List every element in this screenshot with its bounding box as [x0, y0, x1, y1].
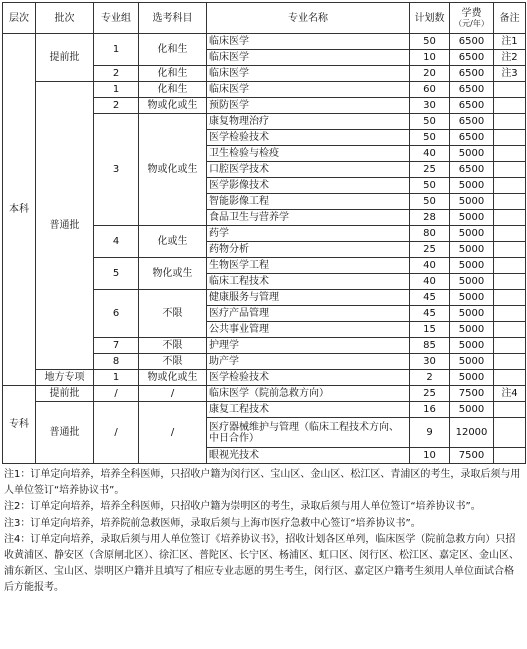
major-name: 临床医学: [207, 66, 410, 82]
note-ref: [494, 402, 526, 418]
tuition-fee: 6500: [450, 82, 494, 98]
group-6: 6: [94, 290, 139, 338]
group-4: 4: [94, 226, 139, 258]
subjects-group-1-difang: 物或化或生: [139, 370, 207, 386]
group-5: 5: [94, 258, 139, 290]
plan-count: 85: [410, 338, 450, 354]
group-7: 7: [94, 338, 139, 354]
batch-tiqian: 提前批: [36, 34, 94, 82]
subjects-group-5: 物化或生: [139, 258, 207, 290]
subjects-group-6: 不限: [139, 290, 207, 338]
subjects-slash: /: [139, 386, 207, 402]
tuition-fee: 5000: [450, 178, 494, 194]
footnote-2: 注2：订单定向培养，培养全科医师，只招收户籍为崇明区的考生，录取后须与用人单位签订“培养协议书”。: [4, 501, 481, 513]
tuition-fee: 5000: [450, 210, 494, 226]
tuition-fee: 6500: [450, 130, 494, 146]
tuition-fee: 5000: [450, 146, 494, 162]
group-3: 3: [94, 114, 139, 226]
major-name: 药学: [207, 226, 410, 242]
note-ref: [494, 258, 526, 274]
table-row: [3, 402, 526, 418]
batch-putong-benke: 普通批: [36, 82, 94, 370]
tuition-fee: 12000: [450, 418, 494, 448]
note-ref: [494, 130, 526, 146]
tuition-fee: 6500: [450, 34, 494, 50]
level-benke: 本科: [3, 34, 36, 386]
major-name: 预防医学: [207, 98, 410, 114]
note-ref: [494, 226, 526, 242]
note-ref: [494, 82, 526, 98]
note-ref: [494, 274, 526, 290]
major-name: 公共事业管理: [207, 322, 410, 338]
subjects-group-8: 不限: [139, 354, 207, 370]
major-name: 口腔医学技术: [207, 162, 410, 178]
subjects-group-3: 物或化或生: [139, 114, 207, 226]
header-fee-unit: （元/年）: [454, 19, 489, 28]
major-name: 临床医学: [207, 50, 410, 66]
group-2-tiqian: 2: [94, 66, 139, 82]
note-ref: [494, 114, 526, 130]
plan-count: 10: [410, 50, 450, 66]
note-ref: [494, 448, 526, 464]
table-row: [3, 34, 526, 50]
tuition-fee: 7500: [450, 448, 494, 464]
note-ref: [494, 210, 526, 226]
note-ref: [494, 338, 526, 354]
subjects-group-2-tiqian: 化和生: [139, 66, 207, 82]
footnote-3: 注3：订单定向培养，培养院前急救医师，录取后须与上海市医疗急救中心签订“培养协议书”。: [4, 517, 421, 529]
header-level: 层次: [3, 3, 36, 34]
major-name: 药物分析: [207, 242, 410, 258]
tuition-fee: 7500: [450, 386, 494, 402]
level-zhuanke: 专科: [3, 386, 36, 464]
note-ref: 注3: [494, 66, 526, 82]
major-name: 医疗产品管理: [207, 306, 410, 322]
note-ref: [494, 178, 526, 194]
header-subjects: 选考科目: [139, 3, 207, 34]
subjects-slash: /: [139, 402, 207, 464]
group-2-putong: 2: [94, 98, 139, 114]
note-ref: 注1: [494, 34, 526, 50]
tuition-fee: 6500: [450, 98, 494, 114]
plan-count: 16: [410, 402, 450, 418]
plan-count: 25: [410, 386, 450, 402]
plan-count: 45: [410, 290, 450, 306]
major-name: 眼视光技术: [207, 448, 410, 464]
group-slash: /: [94, 402, 139, 464]
subjects-group-7: 不限: [139, 338, 207, 354]
major-name: 康复物理治疗: [207, 114, 410, 130]
major-name: 临床医学（院前急救方向）: [207, 386, 410, 402]
note-ref: [494, 98, 526, 114]
tuition-fee: 5000: [450, 370, 494, 386]
note-ref: 注4: [494, 386, 526, 402]
major-name: 健康服务与管理: [207, 290, 410, 306]
plan-count: 30: [410, 354, 450, 370]
subjects-group-2-putong: 物或化或生: [139, 98, 207, 114]
header-plan: 计划数: [410, 3, 450, 34]
admission-plan-table: [2, 2, 526, 464]
subjects-group-1: 化和生: [139, 34, 207, 66]
tuition-fee: 5000: [450, 306, 494, 322]
major-name: 生物医学工程: [207, 258, 410, 274]
group-slash: /: [94, 386, 139, 402]
plan-count: 50: [410, 194, 450, 210]
note-ref: [494, 354, 526, 370]
footnotes: [2, 464, 525, 597]
header-group: 专业组: [94, 3, 139, 34]
header-batch: 批次: [36, 3, 94, 34]
plan-count: 50: [410, 114, 450, 130]
table-row: [3, 386, 526, 402]
major-name: 康复工程技术: [207, 402, 410, 418]
plan-count: 2: [410, 370, 450, 386]
tuition-fee: 5000: [450, 322, 494, 338]
tuition-fee: 5000: [450, 194, 494, 210]
major-name: 智能影像工程: [207, 194, 410, 210]
tuition-fee: 5000: [450, 274, 494, 290]
tuition-fee: 5000: [450, 242, 494, 258]
note-ref: [494, 146, 526, 162]
tuition-fee: 5000: [450, 290, 494, 306]
major-name: 临床医学: [207, 34, 410, 50]
table-row: [3, 370, 526, 386]
note-ref: [494, 290, 526, 306]
plan-count: 80: [410, 226, 450, 242]
tuition-fee: 5000: [450, 258, 494, 274]
note-ref: [494, 370, 526, 386]
table-row: [3, 82, 526, 98]
header-major: 专业名称: [207, 3, 410, 34]
header-note: 备注: [494, 3, 526, 34]
major-name: 临床医学: [207, 82, 410, 98]
plan-count: 45: [410, 306, 450, 322]
tuition-fee: 5000: [450, 402, 494, 418]
group-1: 1: [94, 34, 139, 66]
batch-difang: 地方专项: [36, 370, 94, 386]
plan-count: 40: [410, 146, 450, 162]
admission-plan-document: [2, 2, 525, 597]
note-ref: 注2: [494, 50, 526, 66]
note-ref: [494, 242, 526, 258]
tuition-fee: 5000: [450, 338, 494, 354]
plan-count: 20: [410, 66, 450, 82]
major-name: 护理学: [207, 338, 410, 354]
tuition-fee: 6500: [450, 50, 494, 66]
plan-count: 60: [410, 82, 450, 98]
major-name: 医学检验技术: [207, 370, 410, 386]
major-name: 医学检验技术: [207, 130, 410, 146]
table-header-row: [3, 3, 526, 34]
group-1-difang: 1: [94, 370, 139, 386]
header-fee: [450, 3, 494, 34]
major-name: 医学影像技术: [207, 178, 410, 194]
note-ref: [494, 322, 526, 338]
major-name: 医疗器械维护与管理（临床工程技术方向、中日合作）: [207, 418, 410, 448]
tuition-fee: 5000: [450, 226, 494, 242]
plan-count: 50: [410, 130, 450, 146]
note-ref: [494, 418, 526, 448]
major-name: 卫生检验与检疫: [207, 146, 410, 162]
plan-count: 9: [410, 418, 450, 448]
major-name: 食品卫生与营养学: [207, 210, 410, 226]
plan-count: 30: [410, 98, 450, 114]
plan-count: 25: [410, 242, 450, 258]
plan-count: 10: [410, 448, 450, 464]
note-ref: [494, 162, 526, 178]
note-ref: [494, 306, 526, 322]
footnote-1: 注1：订单定向培养，培养全科医师，只招收户籍为闵行区、宝山区、金山区、松江区、青浦区的考生，录取后须与用人单位签订“培养协议书”。: [4, 469, 521, 497]
batch-tiqian-zhuanke: 提前批: [36, 386, 94, 402]
group-8: 8: [94, 354, 139, 370]
subjects-group-4: 化或生: [139, 226, 207, 258]
plan-count: 40: [410, 258, 450, 274]
footnote-4: 注4：订单定向培养，录取后须与用人单位签订《培养协议书》，招收计划各区单列，临床医学（院前急救方向）只招收黄浦区、静安区（含原闸北区）、徐汇区、普陀区、长宁区、杨浦区、虹口区、闵行区、松江区、嘉定区、金山区、浦东新区、宝山区、崇明区户籍并且填写了相应专业志愿的男生考生，闵行区、嘉定区户籍考生须用人单位面试合格后方能报考。: [4, 533, 519, 594]
major-name: 助产学: [207, 354, 410, 370]
batch-putong-zhuanke: 普通批: [36, 402, 94, 464]
header-fee-label: 学费: [461, 8, 482, 19]
note-ref: [494, 194, 526, 210]
plan-count: 15: [410, 322, 450, 338]
tuition-fee: 6500: [450, 66, 494, 82]
plan-count: 25: [410, 162, 450, 178]
plan-count: 50: [410, 178, 450, 194]
plan-count: 28: [410, 210, 450, 226]
plan-count: 50: [410, 34, 450, 50]
tuition-fee: 6500: [450, 114, 494, 130]
tuition-fee: 5000: [450, 354, 494, 370]
subjects-group-1-putong: 化和生: [139, 82, 207, 98]
major-name: 临床工程技术: [207, 274, 410, 290]
group-1-putong: 1: [94, 82, 139, 98]
plan-count: 40: [410, 274, 450, 290]
tuition-fee: 6500: [450, 162, 494, 178]
